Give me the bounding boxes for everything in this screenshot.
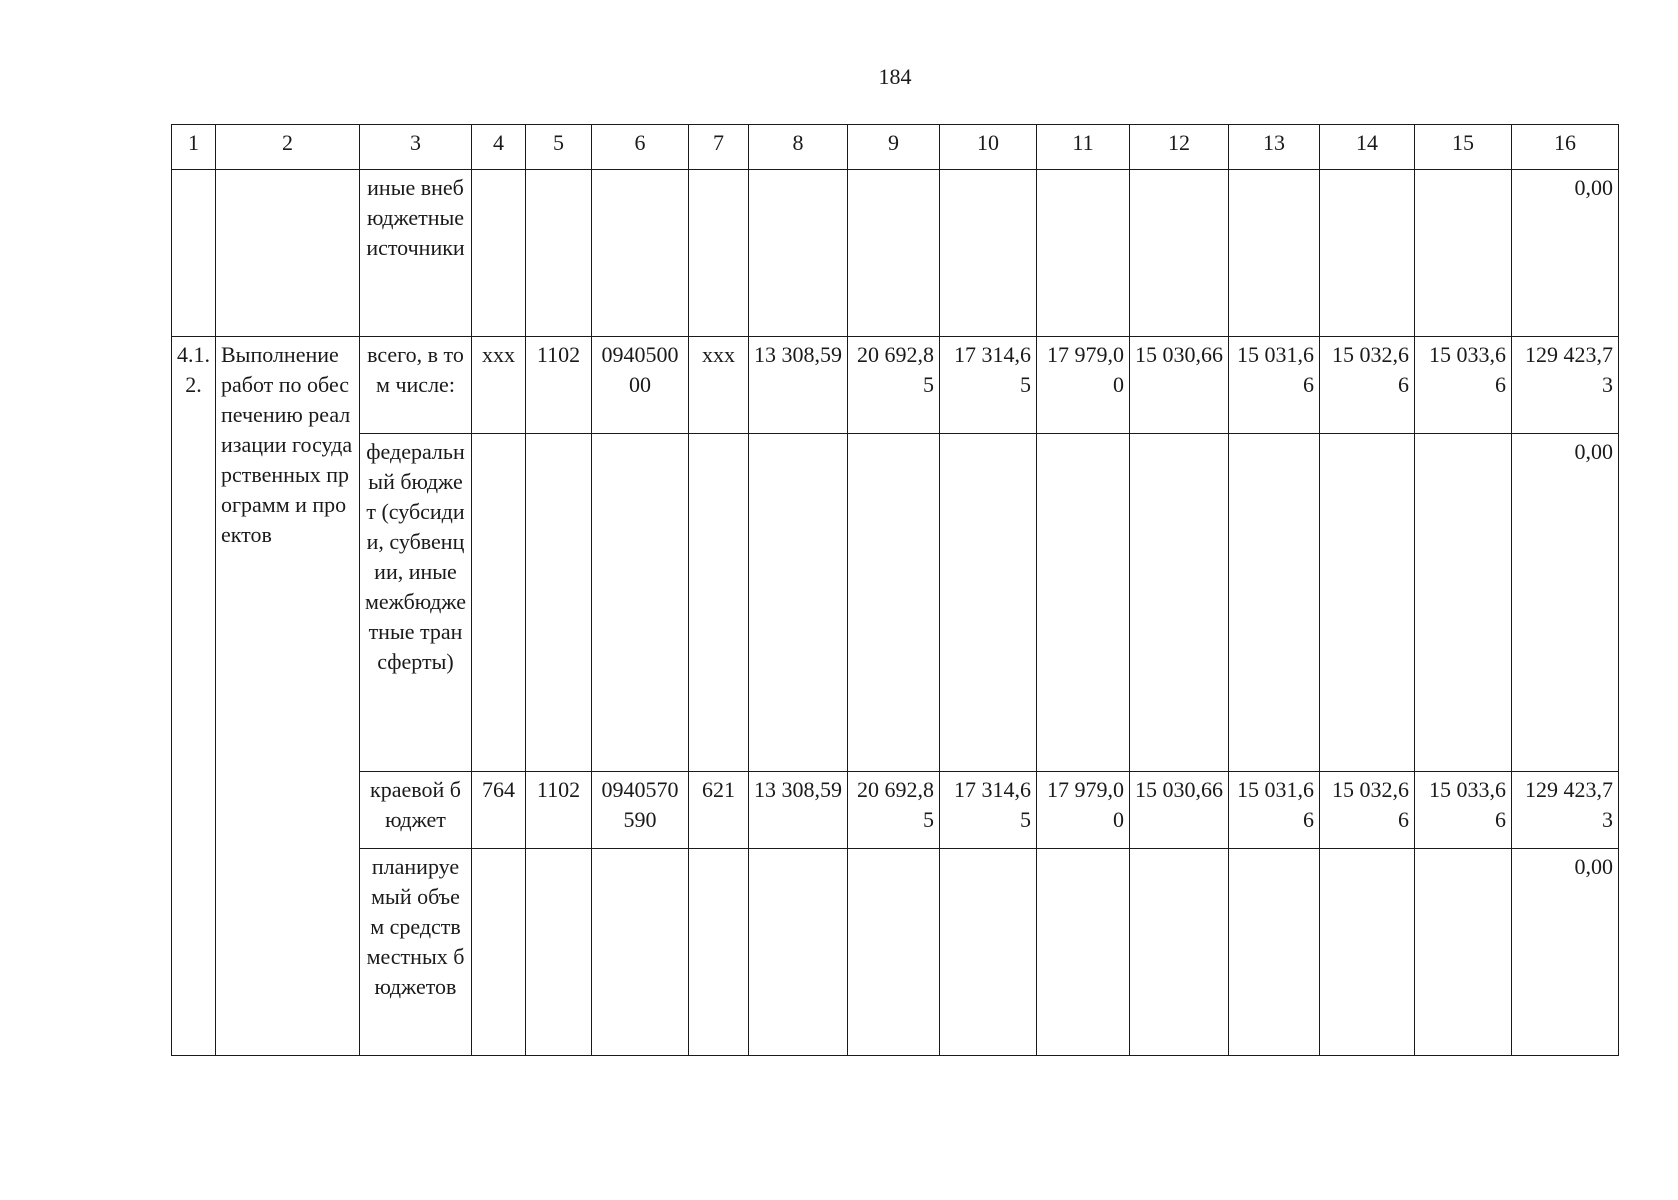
cell-c10: 17 314,65	[940, 337, 1037, 434]
header-row	[172, 125, 1619, 170]
cell-empty	[526, 170, 592, 337]
cell-c14: 15 032,66	[1320, 772, 1415, 849]
table-row-regional	[172, 772, 1619, 849]
cell-c12: 15 030,66	[1130, 772, 1229, 849]
item-name: Выполнение работ по обеспечению реализации государственных программ и проектов	[216, 337, 360, 1056]
source-cell: иные внебюджетные источники	[360, 170, 472, 337]
cell-c6: 0940570590	[592, 772, 689, 849]
cell-empty	[472, 434, 526, 772]
cell-empty	[848, 434, 940, 772]
header-cell: 14	[1320, 125, 1415, 170]
cell-empty	[749, 849, 848, 1056]
cell-c7: xxx	[689, 337, 749, 434]
cell-c10: 17 314,65	[940, 772, 1037, 849]
cell-empty	[689, 170, 749, 337]
cell-c11: 17 979,00	[1037, 337, 1130, 434]
cell-empty	[1037, 434, 1130, 772]
header-cell: 4	[472, 125, 526, 170]
table-row-total	[172, 337, 1619, 434]
cell-c4: xxx	[472, 337, 526, 434]
cell-c9: 20 692,85	[848, 337, 940, 434]
cell-empty	[848, 170, 940, 337]
table-row-local	[172, 849, 1619, 1056]
source-cell: планируемый объем средств местных бюджетов	[360, 849, 472, 1056]
cell-empty	[848, 849, 940, 1056]
cell-empty	[592, 434, 689, 772]
cell-empty	[940, 434, 1037, 772]
header-cell: 5	[526, 125, 592, 170]
cell-c7: 621	[689, 772, 749, 849]
cell-empty	[1320, 849, 1415, 1056]
cell-c5: 1102	[526, 772, 592, 849]
cell-c14: 15 032,66	[1320, 337, 1415, 434]
budget-table	[171, 124, 1619, 1056]
cell-empty	[1130, 849, 1229, 1056]
cell-empty	[1415, 170, 1512, 337]
source-cell: краевой бюджет	[360, 772, 472, 849]
cell-empty	[1037, 849, 1130, 1056]
header-cell: 15	[1415, 125, 1512, 170]
header-cell: 12	[1130, 125, 1229, 170]
cell-c11: 17 979,00	[1037, 772, 1130, 849]
header-cell: 13	[1229, 125, 1320, 170]
total-cell: 0,00	[1512, 434, 1619, 772]
cell-empty	[940, 849, 1037, 1056]
cell-empty	[1229, 849, 1320, 1056]
header-cell: 10	[940, 125, 1037, 170]
cell-c6: 094050000	[592, 337, 689, 434]
source-cell: всего, в том числе:	[360, 337, 472, 434]
header-cell: 1	[172, 125, 216, 170]
cell-empty	[526, 849, 592, 1056]
cell-empty	[749, 434, 848, 772]
table-row-federal	[172, 434, 1619, 772]
cell-c12: 15 030,66	[1130, 337, 1229, 434]
cell-empty	[1130, 170, 1229, 337]
total-cell: 0,00	[1512, 849, 1619, 1056]
header-cell: 8	[749, 125, 848, 170]
item-number: 4.1.2.	[172, 337, 216, 1056]
cell-empty	[1415, 434, 1512, 772]
cell-empty	[749, 170, 848, 337]
header-cell: 2	[216, 125, 360, 170]
cell-c5: 1102	[526, 337, 592, 434]
cell-empty	[1320, 434, 1415, 772]
cell-empty	[592, 170, 689, 337]
cell-empty	[689, 849, 749, 1056]
page-number: 184	[878, 64, 912, 89]
header-cell: 16	[1512, 125, 1619, 170]
cell-empty	[592, 849, 689, 1056]
header-cell: 9	[848, 125, 940, 170]
cell-empty	[526, 434, 592, 772]
cell-empty	[472, 849, 526, 1056]
cell-empty	[940, 170, 1037, 337]
total-cell: 0,00	[1512, 170, 1619, 337]
cell-empty	[1229, 170, 1320, 337]
cell-empty	[1037, 170, 1130, 337]
header-cell: 7	[689, 125, 749, 170]
table-row-other-sources	[172, 170, 1619, 337]
cell-empty	[1415, 849, 1512, 1056]
source-cell: федеральный бюджет (субсидии, субвенции, иные межбюджетные трансферты)	[360, 434, 472, 772]
cell-c4: 764	[472, 772, 526, 849]
cell-empty	[1229, 434, 1320, 772]
cell-c16: 129 423,73	[1512, 337, 1619, 434]
cell-empty	[216, 170, 360, 337]
cell-c8: 13 308,59	[749, 337, 848, 434]
cell-empty	[689, 434, 749, 772]
cell-c13: 15 031,66	[1229, 772, 1320, 849]
cell-empty	[172, 170, 216, 337]
cell-c15: 15 033,66	[1415, 772, 1512, 849]
cell-c13: 15 031,66	[1229, 337, 1320, 434]
header-cell: 11	[1037, 125, 1130, 170]
cell-c16: 129 423,73	[1512, 772, 1619, 849]
cell-empty	[1320, 170, 1415, 337]
cell-c15: 15 033,66	[1415, 337, 1512, 434]
cell-empty	[472, 170, 526, 337]
cell-empty	[1130, 434, 1229, 772]
cell-c9: 20 692,85	[848, 772, 940, 849]
header-cell: 6	[592, 125, 689, 170]
header-cell: 3	[360, 125, 472, 170]
cell-c8: 13 308,59	[749, 772, 848, 849]
